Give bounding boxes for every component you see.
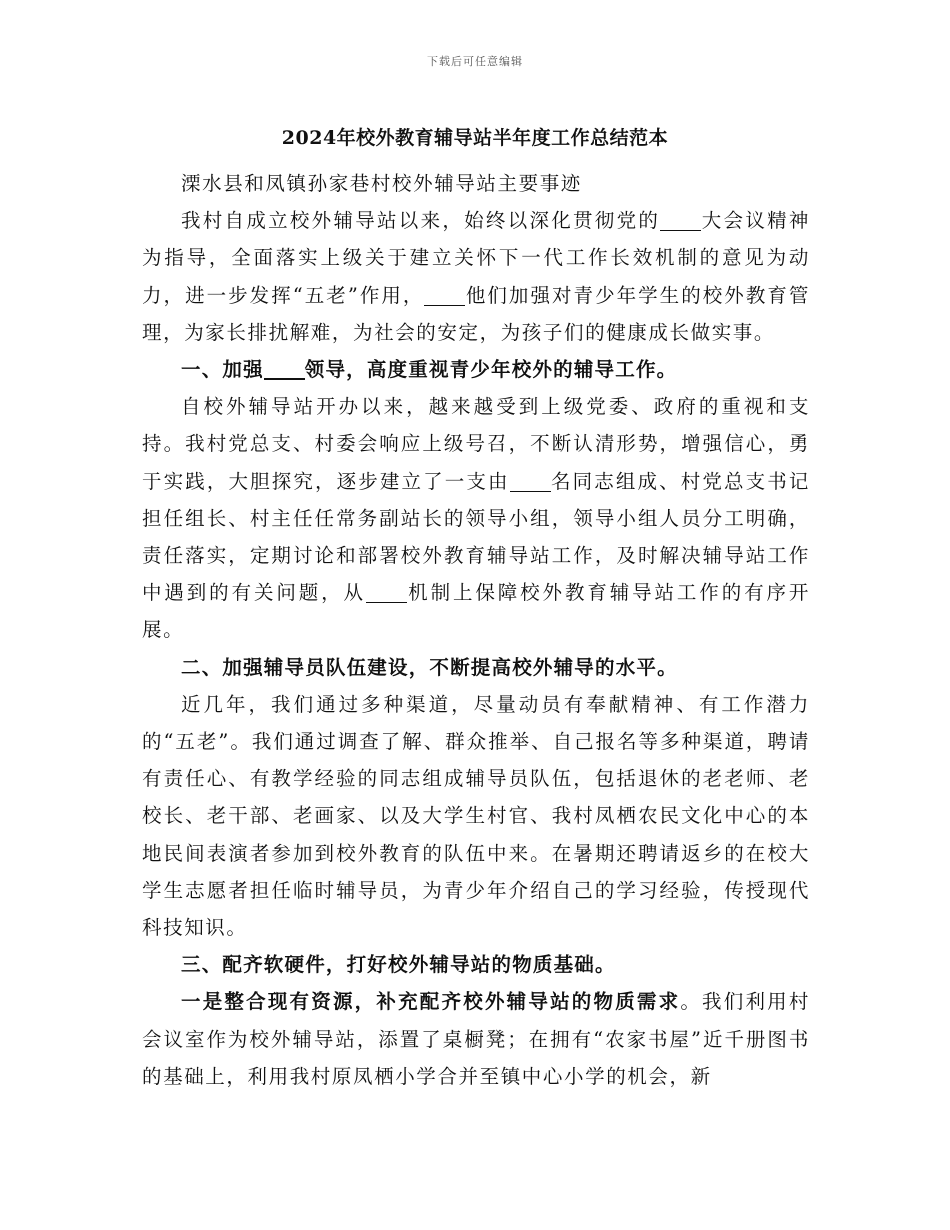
document-subtitle: 溧水县和凤镇孙家巷村校外辅导站主要事迹	[181, 172, 582, 195]
fill-blank	[366, 583, 407, 604]
section-1-text-1: 自校外辅导站开办以来，越来越受到上级党委、政府的重视和支持。我村党总支、村委会响应上级号召，不断认清形势，增强信心，勇于实践，大胆探究，逐步建立了一支由	[142, 395, 810, 493]
section-3-bold-lead: 一是整合现有资源，补充配齐校外辅导站的物质需求	[181, 990, 681, 1014]
section-1-heading-text-1: 一、加强	[181, 358, 264, 382]
fill-blank	[660, 211, 701, 232]
intro-text-2: 大会议精神为指导，全面落实上级关于建立关怀下一代工作长效机制的意见为动力，进一步发挥“五老”作用，	[142, 209, 810, 307]
fill-blank	[510, 471, 551, 492]
intro-paragraph	[142, 202, 810, 351]
section-3-text: 。我们利用村会议室作为校外辅导站，添置了桌橱凳；在拥有“农家书屋”近千册图书的基础上，利用我村原凤栖小学合并至镇中心小学的机会，新	[142, 990, 810, 1088]
page-header: 下载后可任意编辑	[427, 55, 523, 68]
section-1-paragraph	[142, 388, 810, 648]
fill-blank	[264, 358, 305, 380]
intro-text-1: 我村自成立校外辅导站以来，始终以深化贯彻党的	[181, 209, 661, 233]
section-3-paragraph	[142, 983, 810, 1095]
fill-blank	[424, 285, 465, 306]
section-2-heading: 二、加强辅导员队伍建设，不断提高校外辅导的水平。	[181, 655, 678, 679]
section-2-paragraph: 近几年，我们通过多种渠道，尽量动员有奉献精神、有工作潜力的“五老”。我们通过调查了解、群众推举、自己报名等多种渠道，聘请有责任心、有教学经验的同志组成辅导员队伍，包括退休的老老师、老校长、老干部、老画家、以及大学生村官、我村凤栖农民文化中心的本地民间表演者参加到校外教育的队伍中来。在暑期还聘请返乡的在校大学生志愿者担任临时辅导员，为青少年介绍自己的学习经验，传授现代科技知识。	[142, 692, 810, 940]
document-title: 2024年校外教育辅导站半年度工作总结范本	[281, 127, 669, 149]
section-3-heading: 三、配齐软硬件，打好校外辅导站的物质基础。	[181, 953, 616, 977]
document-body	[142, 165, 810, 1095]
section-1-heading	[142, 351, 810, 388]
section-1-heading-text-2: 领导，高度重视青少年校外的辅导工作。	[304, 358, 678, 382]
intro-text-3: 他们加强对青少年学生的校外教育管理，为家长排扰解难，为社会的安定，为孩子们的健康成长做实事。	[142, 283, 810, 344]
section-1-text-2: 名同志组成、村党总支书记担任组长、村主任任常务副站长的领导小组，领导小组人员分工明确，责任落实，定期讨论和部署校外教育辅导站工作，及时解决辅导站工作中遇到的有关问题，从	[142, 469, 811, 605]
section-1-text-3: 机制上保障校外教育辅导站工作的有序开展。	[142, 581, 810, 642]
